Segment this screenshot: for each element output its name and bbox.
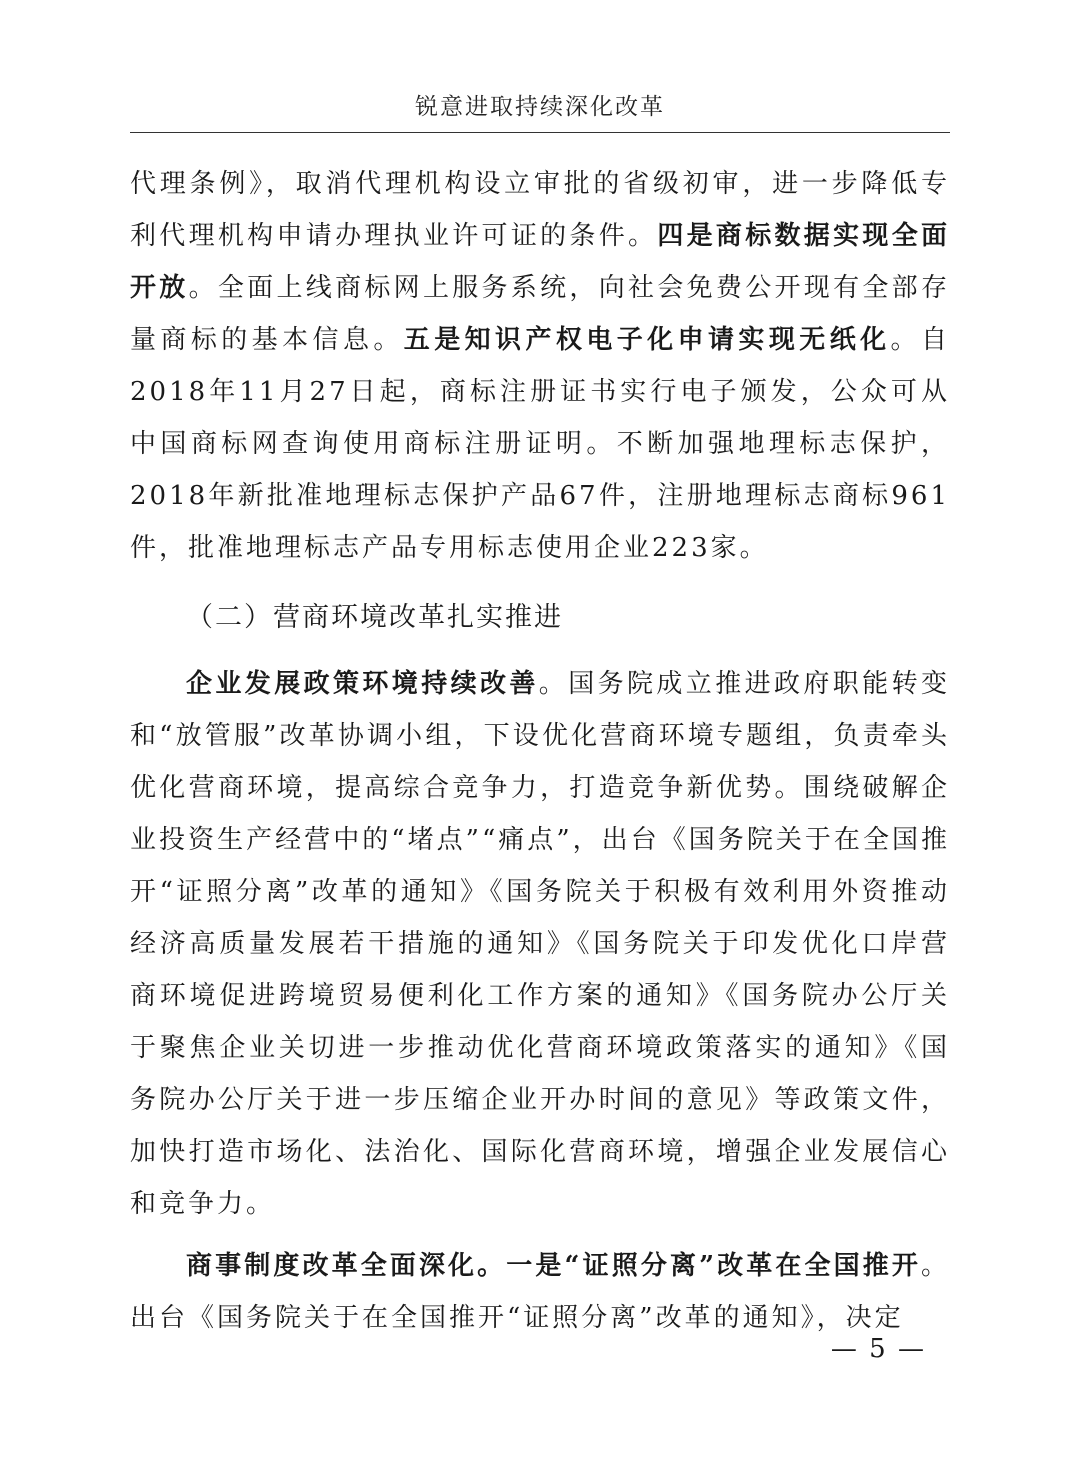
paragraph-business-environment xyxy=(130,658,950,1230)
bold-phrase: 商事制度改革全面深化。一是“证照分离”改革在全国推开 xyxy=(186,1251,921,1281)
bold-phrase: 五是知识产权电子化申请实现无纸化 xyxy=(403,325,891,355)
bold-phrase: 企业发展政策环境持续改善 xyxy=(186,669,539,699)
header-divider xyxy=(130,132,950,133)
bold-phrase: 四是商标数据实现全面开放 xyxy=(130,221,950,303)
section-heading: （二）营商环境改革扎实推进 xyxy=(186,602,563,633)
paragraph-ip-reform xyxy=(130,158,950,574)
paragraph-text: 。出台《国务院关于在全国推开“证照分离”改革的通知》，决定 xyxy=(130,1251,950,1333)
paragraph-commercial-system xyxy=(130,1240,950,1344)
document-body xyxy=(130,158,950,1344)
page-number: — 5 — xyxy=(830,1334,926,1364)
running-header: 锐意进取持续深化改革 xyxy=(415,94,665,120)
paragraph-text: 。全面上线商标网上服务系统，向社会免费公开现有全部存量商标的基本信息。 xyxy=(130,273,950,355)
paragraph-text: 代理条例》，取消代理机构设立审批的省级初审，进一步降低专利代理机构申请办理执业许可证的条件。 xyxy=(130,169,950,251)
paragraph-text: 。自2018年11月27日起，商标注册证书实行电子颁发，公众可从中国商标网查询使用商标注册证明。不断加强地理标志保护，2018年新批准地理标志保护产品67件，注册地理标志商标961件，批准地理标志产品专用标志使用企业223家。 xyxy=(130,325,950,563)
paragraph-text: 。国务院成立推进政府职能转变和“放管服”改革协调小组，下设优化营商环境专题组，负责牵头优化营商环境，提高综合竞争力，打造竞争新优势。围绕破解企业投资生产经营中的“堵点”“痛点”，出台《国务院关于在全国推开“证照分离”改革的通知》《国务院关于积极有效利用外资推动经济高质量发展若干措施的通知》《国务院关于印发优化口岸营商环境促进跨境贸易便利化工作方案的通知》《国务院办公厅关于聚焦企业关切进一步推动优化营商环境政策落实的通知》《国务院办公厅关于进一步压缩企业开办时间的意见》等政策文件，加快打造市场化、法治化、国际化营商环境，增强企业发展信心和竞争力。 xyxy=(130,669,950,1219)
paragraph-gap xyxy=(130,1230,950,1240)
